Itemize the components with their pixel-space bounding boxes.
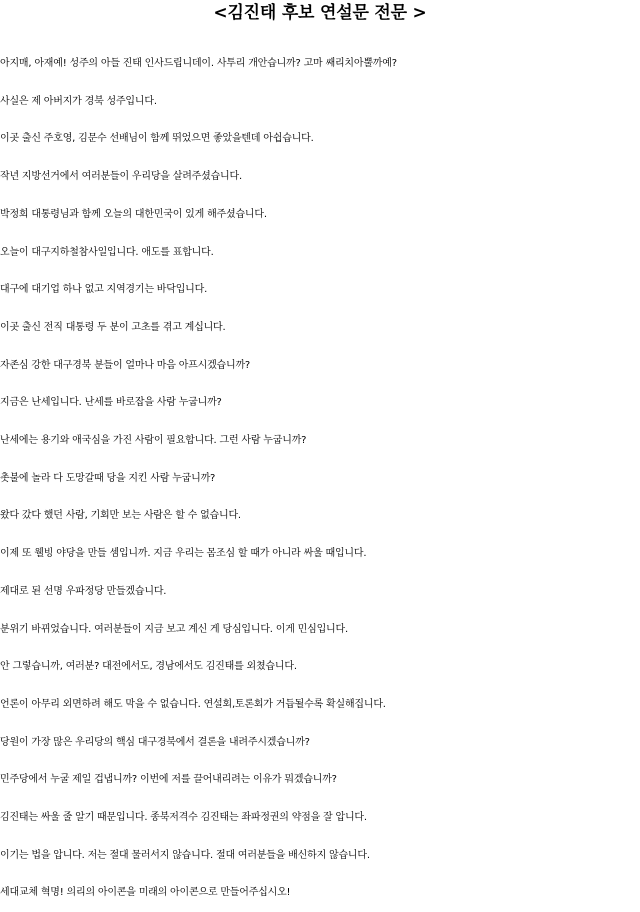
- speech-line: 언론이 아무리 외면하려 해도 막을 수 없습니다. 연설회,토론회가 거듭될수록 확실해집니다.: [0, 698, 386, 710]
- speech-line: 자존심 강한 대구경북 분들이 얼마나 마음 아프시겠습니까?: [0, 359, 251, 371]
- speech-line: 세대교체 혁명! 의리의 아이콘을 미래의 아이콘으로 만들어주십시오!: [0, 887, 291, 899]
- speech-line: 이기는 법을 압니다. 저는 절대 물러서지 않습니다. 절대 여러분들을 배신하지 않습니다.: [0, 849, 370, 861]
- speech-line: 박정희 대통령님과 함께 오늘의 대한민국이 있게 해주셨습니다.: [0, 208, 267, 220]
- speech-line: 이제 또 웰빙 야당을 만들 셈입니까. 지금 우리는 몸조심 할 때가 아니라 싸울 때입니다.: [0, 548, 367, 560]
- document-title: <김진태 후보 연설문 전문 >: [213, 3, 427, 23]
- speech-line: 난세에는 용기와 애국심을 가진 사람이 필요합니다. 그런 사람 누굽니까?: [0, 435, 307, 446]
- speech-line: 당원이 가장 많은 우리당의 핵심 대구경북에서 결론을 내려주시겠습니까?: [0, 736, 310, 748]
- speech-line: 제대로 된 선명 우파정당 만들겠습니다.: [0, 585, 167, 597]
- speech-line: 김진태는 싸울 줄 알기 때문입니다. 종북저격수 김진태는 좌파정권의 약점을 잘 압니다.: [0, 812, 367, 823]
- speech-line: 민주당에서 누굴 제일 겁냅니까? 이번에 저를 끌어내리려는 이유가 뭐겠습니까?: [0, 774, 337, 786]
- speech-line: 사실은 제 아버지가 경북 성주입니다.: [0, 95, 157, 107]
- speech-line: 안 그렇습니까, 여러분? 대전에서도, 경남에서도 김진태를 외쳤습니다.: [0, 661, 297, 673]
- speech-line: 아지매, 아재예! 성주의 아들 진태 인사드립니데이. 사투리 개안습니까? 고마 쌔리치아뿔까예?: [0, 58, 397, 69]
- speech-line: 촛불에 놀라 다 도망갈때 당을 지킨 사람 누굽니까?: [0, 472, 216, 484]
- speech-line: 작년 지방선거에서 여러분들이 우리당을 살려주셨습니다.: [0, 171, 242, 183]
- speech-line: 왔다 갔다 했던 사람, 기회만 보는 사람은 할 수 없습니다.: [0, 510, 241, 522]
- speech-line: 이곳 출신 전직 대통령 두 분이 고초를 겪고 계십니다.: [0, 321, 226, 333]
- speech-line: 분위기 바뀌었습니다. 여러분들이 지금 보고 계신 게 당심입니다. 이게 민심입니다.: [0, 623, 348, 635]
- speech-line: 이곳 출신 주호영, 김문수 선배님이 함께 뛰었으면 좋았을텐데 아쉽습니다.: [0, 133, 314, 145]
- speech-line: 대구에 대기업 하나 없고 지역경기는 바닥입니다.: [0, 284, 208, 296]
- speech-line: 오늘이 대구지하철참사일입니다. 애도를 표합니다.: [0, 246, 214, 258]
- speech-line: 지금은 난세입니다. 난세를 바로잡을 사람 누굽니까?: [0, 397, 222, 409]
